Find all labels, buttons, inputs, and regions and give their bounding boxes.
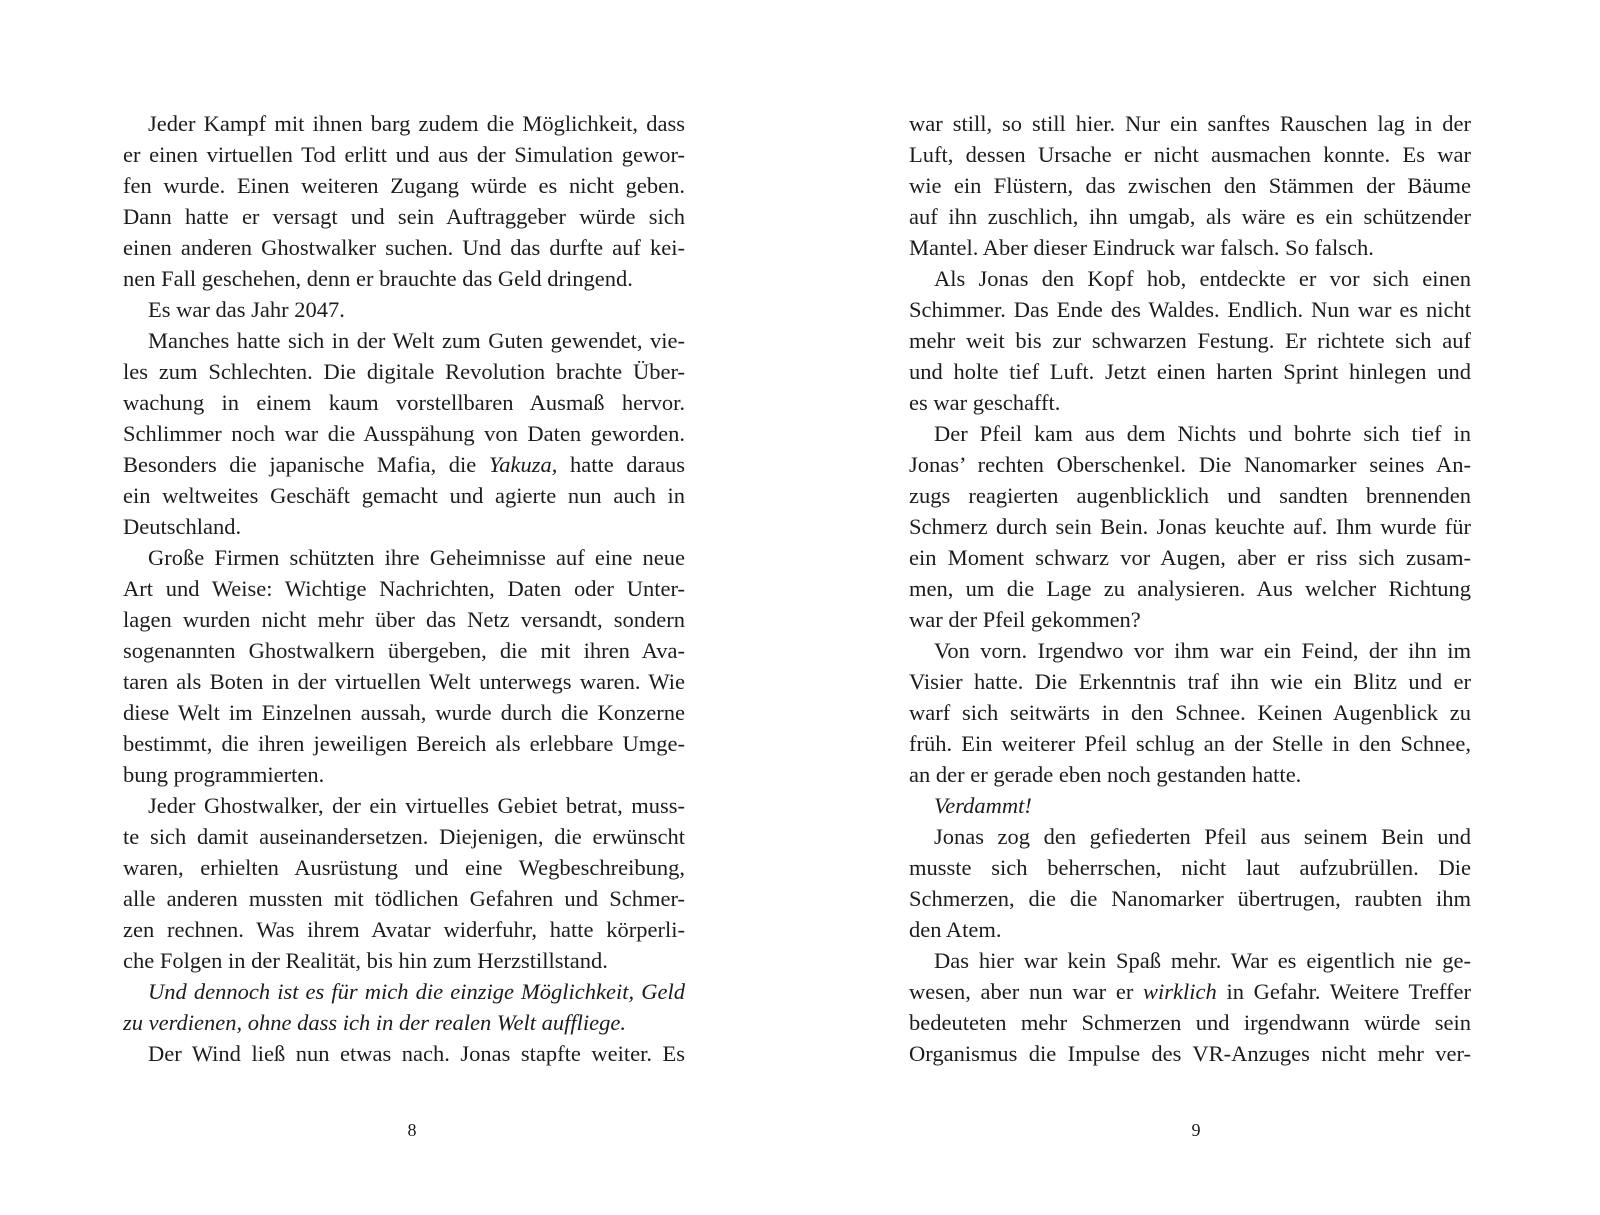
emphasis-run: wirklich (1143, 979, 1217, 1004)
text-line: Deutschland. (123, 514, 242, 539)
text-line: Organismus die Impulse des VR-Anzuges nicht mehr ver- (909, 1041, 1471, 1066)
text-line: Schlimmer noch war die Ausspähung von Daten geworden. (123, 421, 685, 446)
text-line: warf sich seitwärts in den Schnee. Keinen Augenblick zu (909, 700, 1471, 725)
text-line: wachung in einem kaum vorstellbaren Ausmaß hervor. (123, 390, 685, 415)
text-line: zugs reagierten augenblicklich und sandten brennenden (909, 483, 1471, 508)
text-line: sogenannten Ghostwalkern übergeben, die mit ihren Ava- (123, 638, 685, 663)
page-number-right: 9 (1191, 1120, 1201, 1140)
text-line: früh. Ein weiterer Pfeil schlug an der Stelle in den Schnee, (909, 731, 1471, 756)
text-line: Schimmer. Das Ende des Waldes. Endlich. Nun war es nicht (909, 297, 1471, 322)
text-line: nen Fall geschehen, denn er brauchte das Geld dringend. (123, 266, 633, 291)
text-line: Es war das Jahr 2047. (148, 297, 345, 322)
text-line: einen anderen Ghostwalker suchen. Und das durfte auf kei- (123, 235, 685, 260)
text-line: waren, erhielten Ausrüstung und eine Wegbeschreibung, (123, 855, 685, 880)
text-line: zu verdienen, ohne dass ich in der realen Welt auffliege. (123, 1010, 627, 1035)
left-page-text (123, 108, 685, 1069)
text-line: zen rechnen. Was ihrem Avatar widerfuhr, hatte körperli- (123, 917, 685, 942)
text-line: Und dennoch ist es für mich die einzige Möglichkeit, Geld (148, 979, 685, 1004)
text-line: den Atem. (909, 917, 1002, 942)
text-line: und holte tief Luft. Jetzt einen harten Sprint hinlegen und (909, 359, 1471, 384)
page-number-left: 8 (407, 1120, 417, 1140)
text-run: wesen, aber nun war er (909, 979, 1144, 1004)
text-line: mehr weit bis zur schwarzen Festung. Er richtete sich auf (909, 328, 1471, 353)
text-line: Als Jonas den Kopf hob, entdeckte er vor sich einen (934, 266, 1471, 291)
text-line: Jeder Kampf mit ihnen barg zudem die Möglichkeit, dass (148, 111, 685, 136)
text-line: an der er gerade eben noch gestanden hatte. (909, 762, 1302, 787)
text-line: diese Welt im Einzelnen aussah, wurde durch die Konzerne (123, 700, 685, 725)
text-line (909, 976, 1471, 1007)
text-line: che Folgen in der Realität, bis hin zum Herzstillstand. (123, 948, 608, 973)
emphasis-run: Yakuza, (488, 452, 558, 477)
text-line: Von vorn. Irgendwo vor ihm war ein Feind, der ihn im (934, 638, 1471, 663)
text-line: ein weltweites Geschäft gemacht und agierte nun auch in (123, 483, 685, 508)
text-line: Große Firmen schützten ihre Geheimnisse auf eine neue (148, 545, 685, 570)
text-line: Art und Weise: Wichtige Nachrichten, Daten oder Unter- (123, 576, 685, 601)
text-line: bestimmt, die ihren jeweiligen Bereich als erlebbare Umge- (123, 731, 685, 756)
text-line: Luft, dessen Ursache er nicht ausmachen konnte. Es war (909, 142, 1471, 167)
text-line: Verdammt! (934, 793, 1032, 818)
text-line: men, um die Lage zu analysieren. Aus welcher Richtung (909, 576, 1471, 601)
text-line: taren als Boten in der virtuellen Welt unterwegs waren. Wie (123, 669, 685, 694)
text-run: in Gefahr. Weitere Treffer (1216, 979, 1471, 1004)
text-line: Visier hatte. Die Erkenntnis traf ihn wie ein Blitz und er (909, 669, 1471, 694)
right-page-text (909, 108, 1471, 1069)
text-line: war still, so still hier. Nur ein sanftes Rauschen lag in der (909, 111, 1471, 136)
text-line: auf ihn zuschlich, ihn umgab, als wäre es ein schützender (909, 204, 1471, 229)
text-run: hatte daraus (557, 452, 685, 477)
text-line: les zum Schlechten. Die digitale Revolution brachte Über- (123, 359, 685, 384)
text-line: te sich damit auseinandersetzen. Diejenigen, die erwünscht (123, 824, 685, 849)
text-line: Der Pfeil kam aus dem Nichts und bohrte sich tief in (934, 421, 1471, 446)
text-line: Manches hatte sich in der Welt zum Guten gewendet, vie- (148, 328, 685, 353)
text-line: bedeuteten mehr Schmerzen und irgendwann würde sein (909, 1010, 1471, 1035)
text-run: Besonders die japanische Mafia, die (123, 452, 489, 477)
text-line: musste sich beherrschen, nicht laut aufzubrüllen. Die (909, 855, 1471, 880)
text-line: Schmerz durch sein Bein. Jonas keuchte auf. Ihm wurde für (909, 514, 1471, 539)
text-line: Mantel. Aber dieser Eindruck war falsch. So falsch. (909, 235, 1374, 260)
text-line: es war geschafft. (909, 390, 1061, 415)
text-line: Jeder Ghostwalker, der ein virtuelles Gebiet betrat, muss- (148, 793, 685, 818)
text-line: wie ein Flüstern, das zwischen den Stämmen der Bäume (909, 173, 1471, 198)
text-line: lagen wurden nicht mehr über das Netz versandt, sondern (123, 607, 685, 632)
text-line: Das hier war kein Spaß mehr. War es eigentlich nie ge- (934, 948, 1471, 973)
text-line: war der Pfeil gekommen? (909, 607, 1141, 632)
text-line: fen wurde. Einen weiteren Zugang würde es nicht geben. (123, 173, 685, 198)
text-line: bung programmierten. (123, 762, 325, 787)
text-line: Jonas zog den gefiederten Pfeil aus seinem Bein und (934, 824, 1471, 849)
text-line: Der Wind ließ nun etwas nach. Jonas stapfte weiter. Es (148, 1041, 685, 1066)
text-line: ein Moment schwarz vor Augen, aber er riss sich zusam- (909, 545, 1471, 570)
text-line: Schmerzen, die die Nanomarker übertrugen, raubten ihm (909, 886, 1471, 911)
text-line: Dann hatte er versagt und sein Auftraggeber würde sich (123, 204, 685, 229)
text-line: Jonas’ rechten Oberschenkel. Die Nanomarker seines An- (909, 452, 1471, 477)
text-line: er einen virtuellen Tod erlitt und aus der Simulation gewor- (123, 142, 685, 167)
text-line (123, 449, 685, 480)
text-line: alle anderen mussten mit tödlichen Gefahren und Schmer- (123, 886, 685, 911)
